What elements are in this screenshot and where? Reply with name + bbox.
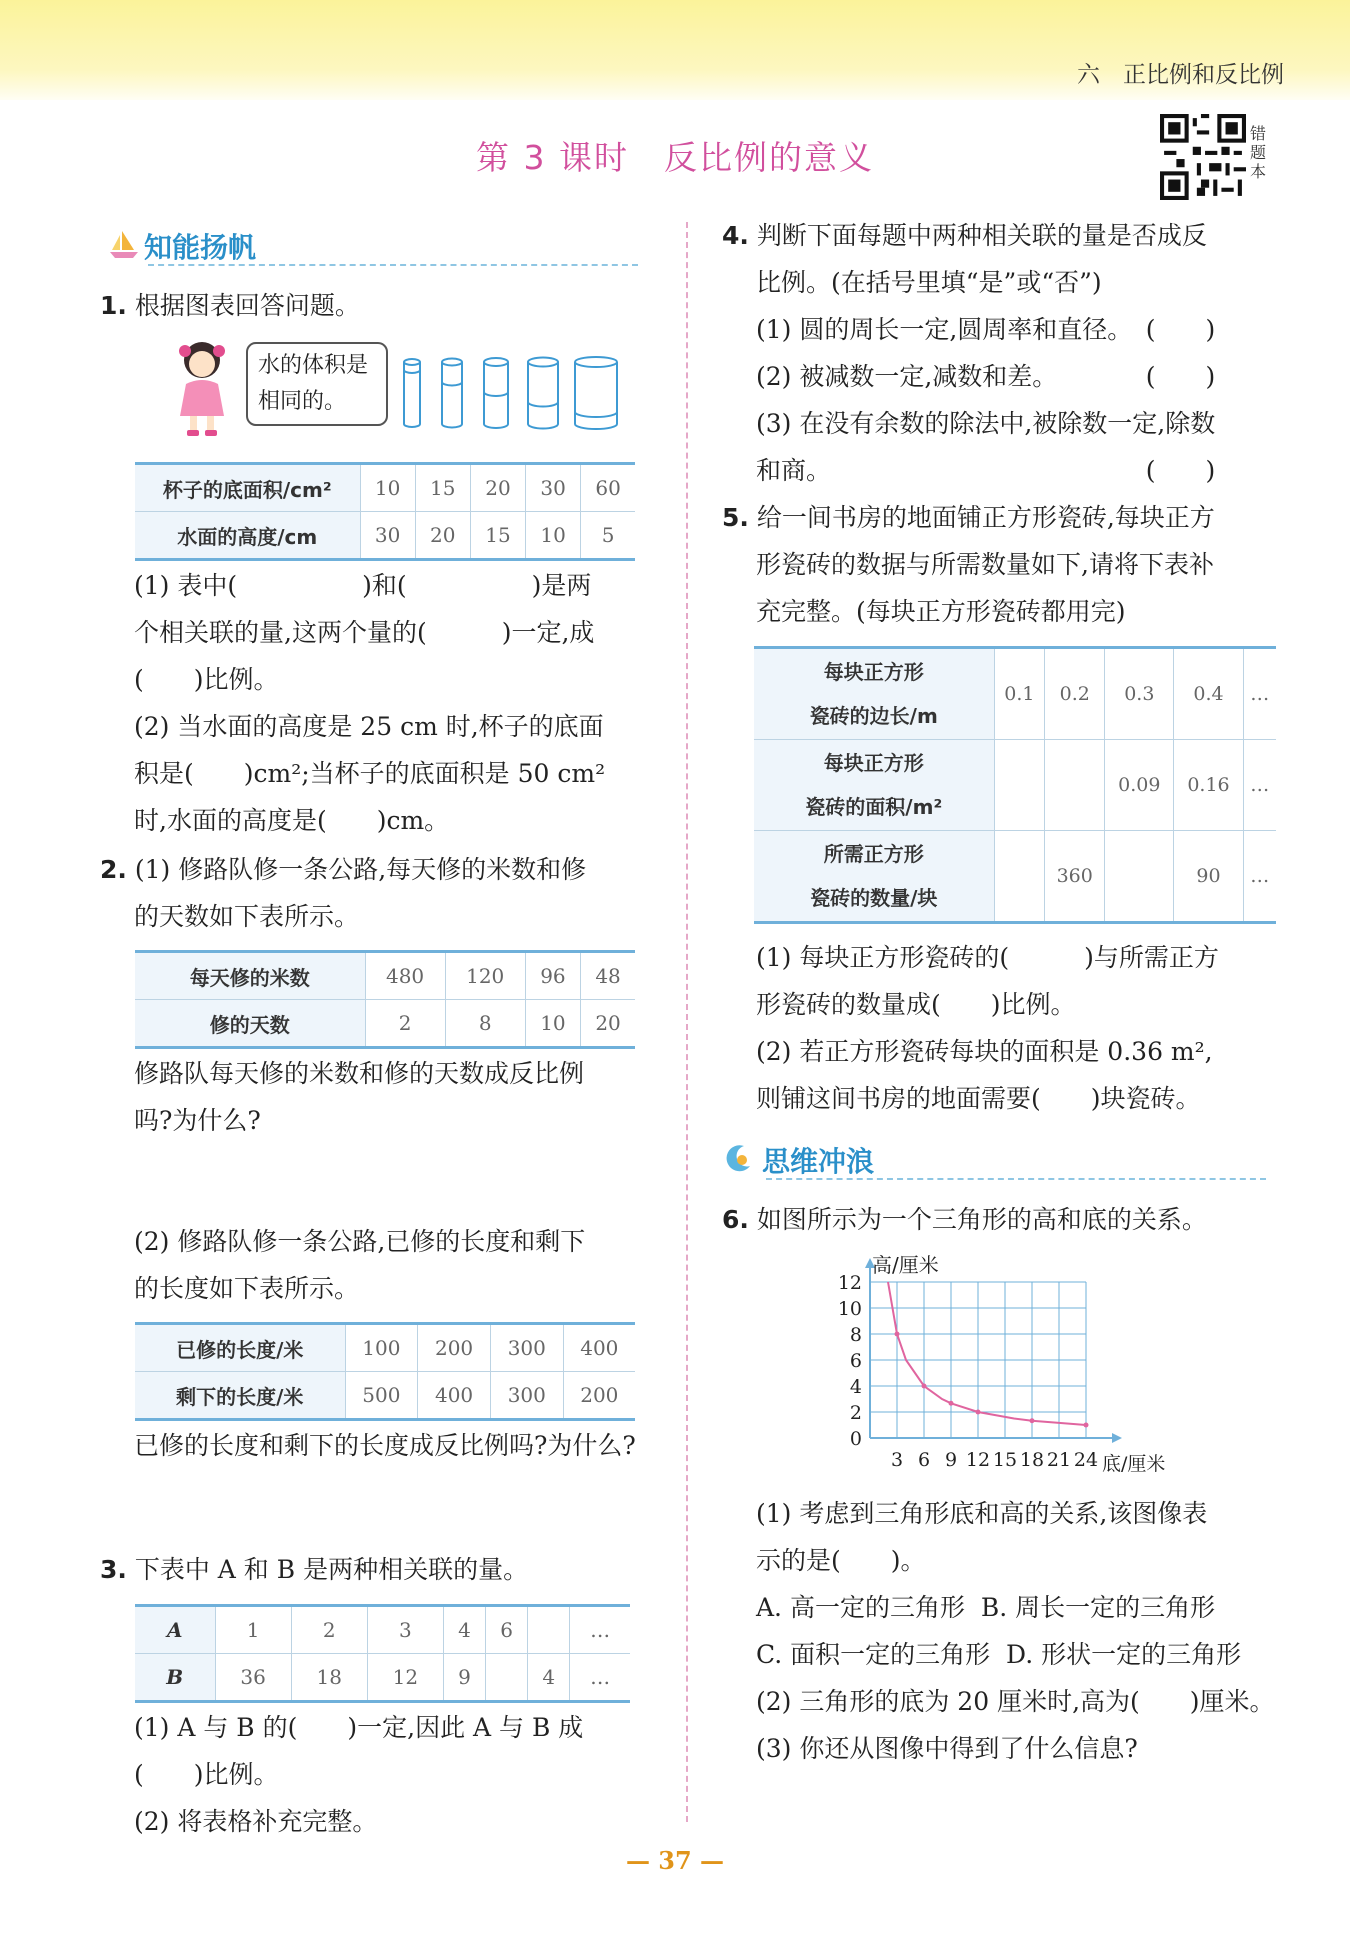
text-line: 形瓷砖的数据与所需数量如下,请将下表补 bbox=[756, 550, 1214, 579]
table-row-header: 修的天数 bbox=[135, 1000, 365, 1048]
q5 bbox=[722, 494, 1215, 635]
section-title-2: 思维冲浪 bbox=[762, 1145, 875, 1178]
text-line: (3) 你还从图像中得到了什么信息? bbox=[756, 1734, 1138, 1763]
text-line: (2) 当水面的高度是 25 cm 时,杯子的底面 bbox=[134, 712, 604, 741]
text-line: (1) A 与 B 的( )一定,因此 A 与 B 成 bbox=[134, 1713, 584, 1742]
text-line: 示的是( )。 bbox=[756, 1546, 926, 1575]
text-line: ( )比例。 bbox=[134, 1760, 279, 1789]
chart-y-tick-label: 8 bbox=[849, 1324, 862, 1346]
text-line: (2) 被减数一定,减数和差。 bbox=[756, 362, 1058, 391]
table-cell: 60 bbox=[581, 464, 635, 512]
header-line: 瓷砖的边长/m bbox=[809, 704, 938, 728]
chart-y-tick-label: 10 bbox=[837, 1298, 862, 1320]
table-row-header: 剩下的长度/米 bbox=[135, 1372, 345, 1420]
text-line: 时,水面的高度是( )cm。 bbox=[134, 806, 450, 835]
table-cell: 4 bbox=[528, 1654, 570, 1702]
bubble-line-2: 相同的。 bbox=[258, 389, 347, 414]
answer-blank[interactable]: ( ) bbox=[1145, 362, 1216, 391]
table-row-header: 每天修的米数 bbox=[135, 952, 365, 1000]
table-row-header bbox=[754, 648, 994, 740]
text-line: (2) 将表格补充完整。 bbox=[134, 1807, 378, 1836]
q5-parts bbox=[756, 934, 1219, 1122]
table-row-header: 杯子的底面积/cm² bbox=[135, 464, 360, 512]
text-line: 形瓷砖的数量成( )比例。 bbox=[756, 990, 1076, 1019]
text-line: 积是( )cm²;当杯子的底面积是 50 cm² bbox=[134, 759, 606, 788]
table-cell: 360 bbox=[1045, 831, 1105, 923]
q3-table bbox=[135, 1604, 630, 1703]
speech-bubble bbox=[246, 342, 388, 426]
table-cell: 10 bbox=[360, 464, 415, 512]
header-line: 每块正方形 bbox=[823, 751, 924, 775]
table-cell: 15 bbox=[415, 464, 470, 512]
table-row bbox=[135, 1654, 630, 1702]
question-number: 3. bbox=[100, 1555, 127, 1584]
table-cell: 30 bbox=[360, 512, 415, 560]
table-cell: 2 bbox=[291, 1606, 367, 1654]
text-line: 则铺这间书房的地面需要( )块瓷砖。 bbox=[756, 1084, 1201, 1113]
q2-table-2 bbox=[135, 1322, 635, 1421]
table-row-header: 已修的长度/米 bbox=[135, 1324, 345, 1372]
header-line: 每块正方形 bbox=[823, 660, 924, 684]
table-cell: 300 bbox=[490, 1372, 563, 1420]
q2-part2 bbox=[134, 1218, 585, 1312]
chart-y-tick-label: 12 bbox=[837, 1272, 862, 1294]
table-row bbox=[754, 648, 1276, 740]
chart-series-line bbox=[888, 1282, 1086, 1425]
chart-x-tick-label: 21 bbox=[1046, 1449, 1072, 1471]
text-line: (1) 每块正方形瓷砖的( )与所需正方 bbox=[756, 943, 1219, 972]
chapter-title: 六 正比例和反比例 bbox=[1077, 62, 1284, 88]
table-cell: 48 bbox=[581, 952, 635, 1000]
text-line: 和商。 bbox=[756, 456, 832, 485]
table-row-header: 水面的高度/cm bbox=[135, 512, 360, 560]
text-line: (1) 修路队修一条公路,每天修的米数和修 bbox=[134, 855, 587, 884]
table-cell: 20 bbox=[581, 1000, 635, 1048]
text-line: 个相关联的量,这两个量的( )一定,成 bbox=[134, 618, 595, 647]
table-cell: 5 bbox=[581, 512, 635, 560]
chart-y-tick-label: 4 bbox=[849, 1376, 862, 1398]
table-cell: 10 bbox=[526, 512, 581, 560]
q6-prompt bbox=[722, 1196, 1207, 1243]
q6-parts bbox=[756, 1490, 1275, 1772]
chart-x-axis-arrow bbox=[1112, 1433, 1122, 1443]
table-cell: 200 bbox=[563, 1372, 635, 1420]
text-line: ( )比例。 bbox=[134, 665, 279, 694]
chart-x-tick-label: 9 bbox=[944, 1449, 958, 1471]
qr-label: 错题本 bbox=[1250, 124, 1267, 181]
q5-table bbox=[754, 646, 1276, 924]
table-cell: 200 bbox=[418, 1324, 491, 1372]
text-line: 修路队每天修的米数和修的天数成反比例 bbox=[134, 1059, 585, 1088]
page-number: — 37 — bbox=[625, 1846, 725, 1875]
table-cell: 400 bbox=[563, 1324, 635, 1372]
text-line: 吗?为什么? bbox=[134, 1106, 261, 1135]
option-c[interactable]: C. 面积一定的三角形 bbox=[756, 1640, 991, 1669]
table-row-header bbox=[754, 740, 994, 831]
table-cell bbox=[486, 1654, 528, 1702]
table-cell: 30 bbox=[526, 464, 581, 512]
chart-y-label: 高/厘米 bbox=[872, 1253, 939, 1277]
option-b[interactable]: B. 周长一定的三角形 bbox=[980, 1593, 1216, 1622]
table-cell: 2 bbox=[365, 1000, 445, 1048]
table-cell: 100 bbox=[345, 1324, 418, 1372]
sailboat-icon bbox=[108, 228, 140, 260]
option-d[interactable]: D. 形状一定的三角形 bbox=[1006, 1640, 1242, 1669]
chart-x-tick-label: 12 bbox=[965, 1449, 991, 1471]
text-line: 的天数如下表所示。 bbox=[134, 902, 360, 931]
section-underline-2 bbox=[766, 1178, 1266, 1180]
table-row bbox=[135, 1000, 635, 1048]
question-number: 2. bbox=[100, 855, 127, 884]
text-line: 给一间书房的地面铺正方形瓷砖,每块正方 bbox=[756, 503, 1215, 532]
table-cell: 8 bbox=[445, 1000, 525, 1048]
header-line: 所需正方形 bbox=[823, 842, 924, 866]
table-cell: 0.16 bbox=[1174, 740, 1243, 831]
table-cell: 4 bbox=[443, 1606, 485, 1654]
text-line: 下表中 A 和 B 是两种相关联的量。 bbox=[134, 1555, 529, 1584]
table-cell: 15 bbox=[470, 512, 525, 560]
table-cell bbox=[994, 831, 1045, 923]
text-line: (2) 修路队修一条公路,已修的长度和剩下 bbox=[134, 1227, 586, 1256]
table-cell: … bbox=[1243, 831, 1276, 923]
table-cell: 480 bbox=[365, 952, 445, 1000]
table-cell: 3 bbox=[367, 1606, 443, 1654]
bubble-line-1: 水的体积是 bbox=[258, 353, 369, 378]
section-title-1: 知能扬帆 bbox=[144, 231, 257, 264]
table-row bbox=[135, 1324, 635, 1372]
table-cell: 9 bbox=[443, 1654, 485, 1702]
question-number: 4. bbox=[722, 221, 749, 250]
moon-icon bbox=[722, 1142, 754, 1174]
cylinders-icon bbox=[400, 356, 620, 430]
table-cell: … bbox=[1243, 740, 1276, 831]
text-line: (1) 表中( )和( )是两 bbox=[134, 571, 592, 600]
q1-table bbox=[135, 462, 635, 561]
table-cell: 120 bbox=[445, 952, 525, 1000]
text-line: 判断下面每题中两种相关联的量是否成反 bbox=[756, 221, 1207, 250]
text-line: (1) 圆的周长一定,圆周率和直径。 bbox=[756, 315, 1133, 344]
chart-x-tick-label: 6 bbox=[917, 1449, 931, 1471]
table-cell: 10 bbox=[525, 1000, 580, 1048]
table-cell: 96 bbox=[525, 952, 580, 1000]
header-line: 瓷砖的面积/m² bbox=[805, 795, 943, 819]
table-cell bbox=[528, 1606, 570, 1654]
text-line: 比例。(在括号里填“是”或“否”) bbox=[756, 268, 1102, 297]
table-cell: 20 bbox=[415, 512, 470, 560]
girl-illustration-icon bbox=[172, 336, 232, 440]
q4 bbox=[722, 212, 1215, 494]
text-line: (3) 在没有余数的除法中,被除数一定,除数 bbox=[756, 409, 1216, 438]
table-cell bbox=[1045, 740, 1105, 831]
q3-parts bbox=[134, 1704, 583, 1845]
q3-prompt bbox=[100, 1546, 528, 1593]
qr-code-icon[interactable] bbox=[1160, 114, 1246, 200]
text-line: 如图所示为一个三角形的高和底的关系。 bbox=[756, 1205, 1207, 1234]
answer-blank[interactable]: ( ) bbox=[1145, 456, 1216, 485]
table-cell: … bbox=[570, 1606, 630, 1654]
chart-x-tick-label: 18 bbox=[1019, 1449, 1045, 1471]
question-number: 6. bbox=[722, 1205, 749, 1234]
q2-part1 bbox=[100, 846, 586, 940]
q2-ask-1 bbox=[134, 1050, 584, 1144]
table-row-header: B bbox=[135, 1654, 215, 1702]
table-cell: 18 bbox=[291, 1654, 367, 1702]
table-cell: 0.3 bbox=[1105, 648, 1174, 740]
text-line: 的长度如下表所示。 bbox=[134, 1274, 360, 1303]
table-cell: 12 bbox=[367, 1654, 443, 1702]
table-cell: 90 bbox=[1174, 831, 1243, 923]
question-1-prompt: 1. 根据图表回答问题。 bbox=[100, 291, 360, 320]
q1-part1 bbox=[134, 562, 605, 844]
chart-x-tick-label: 3 bbox=[890, 1449, 904, 1471]
table-row bbox=[135, 512, 635, 560]
section-underline-1 bbox=[148, 264, 638, 266]
chart-y-tick-label: 0 bbox=[849, 1428, 862, 1450]
lesson-title: 第 3 课时 反比例的意义 bbox=[476, 138, 874, 177]
chart-x-tick-label: 24 bbox=[1073, 1449, 1099, 1471]
relation-chart bbox=[822, 1248, 1222, 1478]
table-row bbox=[754, 740, 1276, 831]
answer-blank[interactable]: ( ) bbox=[1145, 315, 1216, 344]
table-cell bbox=[994, 740, 1045, 831]
chart-y-tick-label: 6 bbox=[849, 1350, 862, 1372]
text-line: 充完整。(每块正方形瓷砖都用完) bbox=[756, 597, 1126, 626]
table-row bbox=[754, 831, 1276, 923]
q2-table-1 bbox=[135, 950, 635, 1049]
table-cell: 0.1 bbox=[994, 648, 1045, 740]
table-cell: 0.09 bbox=[1105, 740, 1174, 831]
table-cell: 300 bbox=[490, 1324, 563, 1372]
table-cell: 400 bbox=[418, 1372, 491, 1420]
table-row-header bbox=[754, 831, 994, 923]
table-row bbox=[135, 1372, 635, 1420]
table-cell: 20 bbox=[470, 464, 525, 512]
table-cell: 36 bbox=[215, 1654, 291, 1702]
table-row-header: A bbox=[135, 1606, 215, 1654]
table-row bbox=[135, 464, 635, 512]
table-row bbox=[135, 952, 635, 1000]
header-line: 瓷砖的数量/块 bbox=[810, 886, 938, 910]
option-a[interactable]: A. 高一定的三角形 bbox=[756, 1593, 965, 1622]
table-cell: … bbox=[570, 1654, 630, 1702]
chart-y-tick-label: 2 bbox=[849, 1402, 862, 1424]
text-line: (1) 考虑到三角形底和高的关系,该图像表 bbox=[756, 1499, 1208, 1528]
chart-x-label: 底/厘米 bbox=[1102, 1453, 1166, 1475]
table-cell: 6 bbox=[486, 1606, 528, 1654]
table-row bbox=[135, 1606, 630, 1654]
text-line: (2) 三角形的底为 20 厘米时,高为( )厘米。 bbox=[756, 1687, 1275, 1716]
q2-ask-2: 已修的长度和剩下的长度成反比例吗?为什么? bbox=[134, 1431, 636, 1460]
table-cell: 1 bbox=[215, 1606, 291, 1654]
table-cell: 0.2 bbox=[1045, 648, 1105, 740]
text-line: (2) 若正方形瓷砖每块的面积是 0.36 m², bbox=[756, 1037, 1213, 1066]
table-cell bbox=[1105, 831, 1174, 923]
table-cell: … bbox=[1243, 648, 1276, 740]
question-number: 5. bbox=[722, 503, 749, 532]
table-cell: 0.4 bbox=[1174, 648, 1243, 740]
chart-x-tick-label: 15 bbox=[992, 1449, 1018, 1471]
column-divider bbox=[686, 222, 688, 1822]
table-cell: 500 bbox=[345, 1372, 418, 1420]
